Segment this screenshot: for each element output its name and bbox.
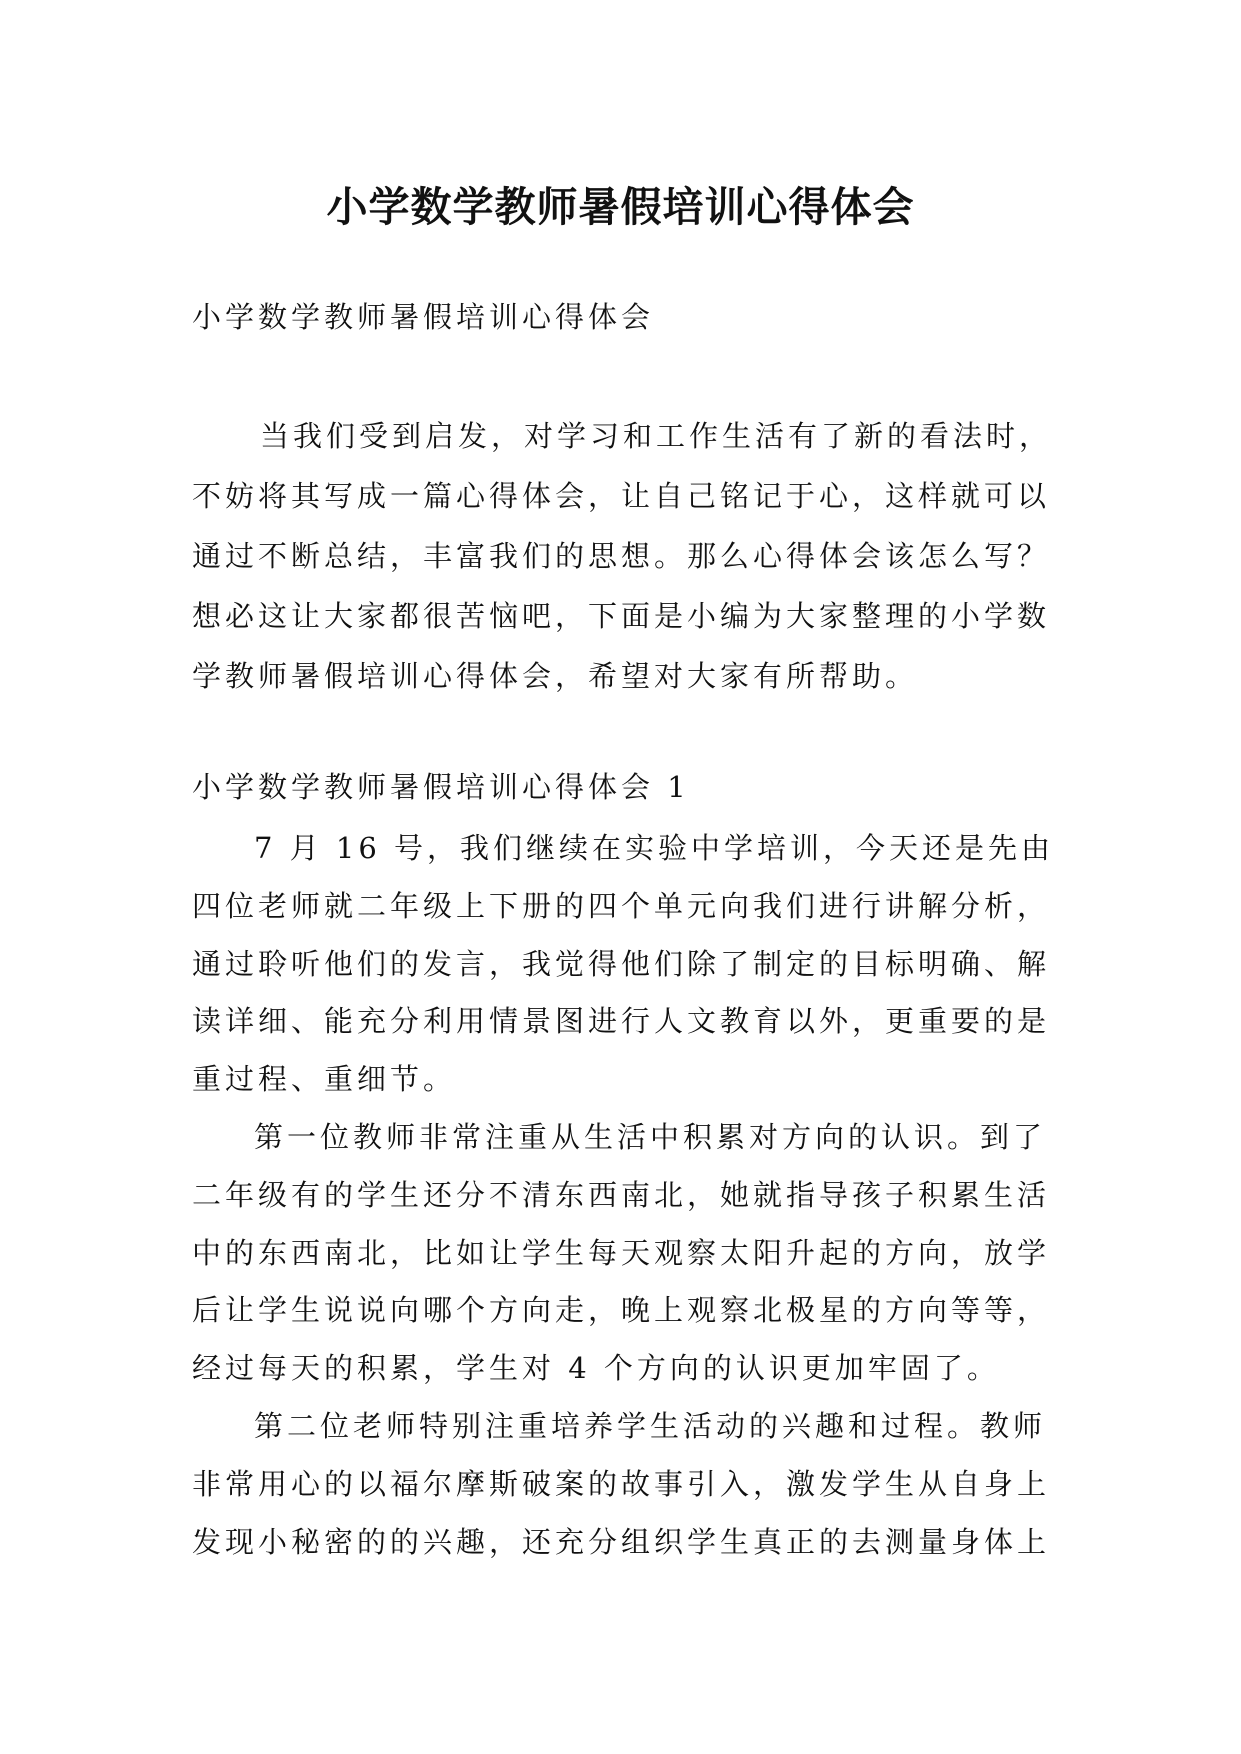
body-paragraph-1: 7 月 16 号，我们继续在实验中学培训，今天还是先由四位老师就二年级上下册的四个单元向我们进行讲解分析，通过聆听他们的发言，我觉得他们除了制定的目标明确、解读详细、能充分利用情景图进行人文教育以外，更重要的是重过程、重细节。 [192,831,1055,1097]
document-subtitle: 小学数学教师暑假培训心得体会 [192,300,655,334]
section-heading: 小学数学教师暑假培训心得体会 1 [192,770,690,804]
intro-paragraph: 当我们受到启发，对学习和工作生活有了新的看法时，不妨将其写成一篇心得体会，让自己铭记于心，这样就可以通过不断总结，丰富我们的思想。那么心得体会该怎么写？想必这让大家都很苦恼吧，下面是小编为大家整理的小学数学教师暑假培训心得体会，希望对大家有所帮助。 [192,419,1053,693]
body-paragraph-2: 第一位教师非常注重从生活中积累对方向的认识。到了二年级有的学生还分不清东西南北，她就指导孩子积累生活中的东西南北，比如让学生每天观察太阳升起的方向，放学后让学生说说向哪个方向走，晚上观察北极星的方向等等，经过每天的积累，学生对 4 个方向的认识更加牢固了。 [192,1120,1051,1386]
document-title: 小学数学教师暑假培训心得体会 [326,183,915,232]
body-paragraph-3: 第二位老师特别注重培养学生活动的兴趣和过程。教师非常用心的以福尔摩斯破案的故事引入，激发学生从自身上发现小秘密的的兴趣，还充分组织学生真正的去测量身体上 [192,1409,1051,1559]
